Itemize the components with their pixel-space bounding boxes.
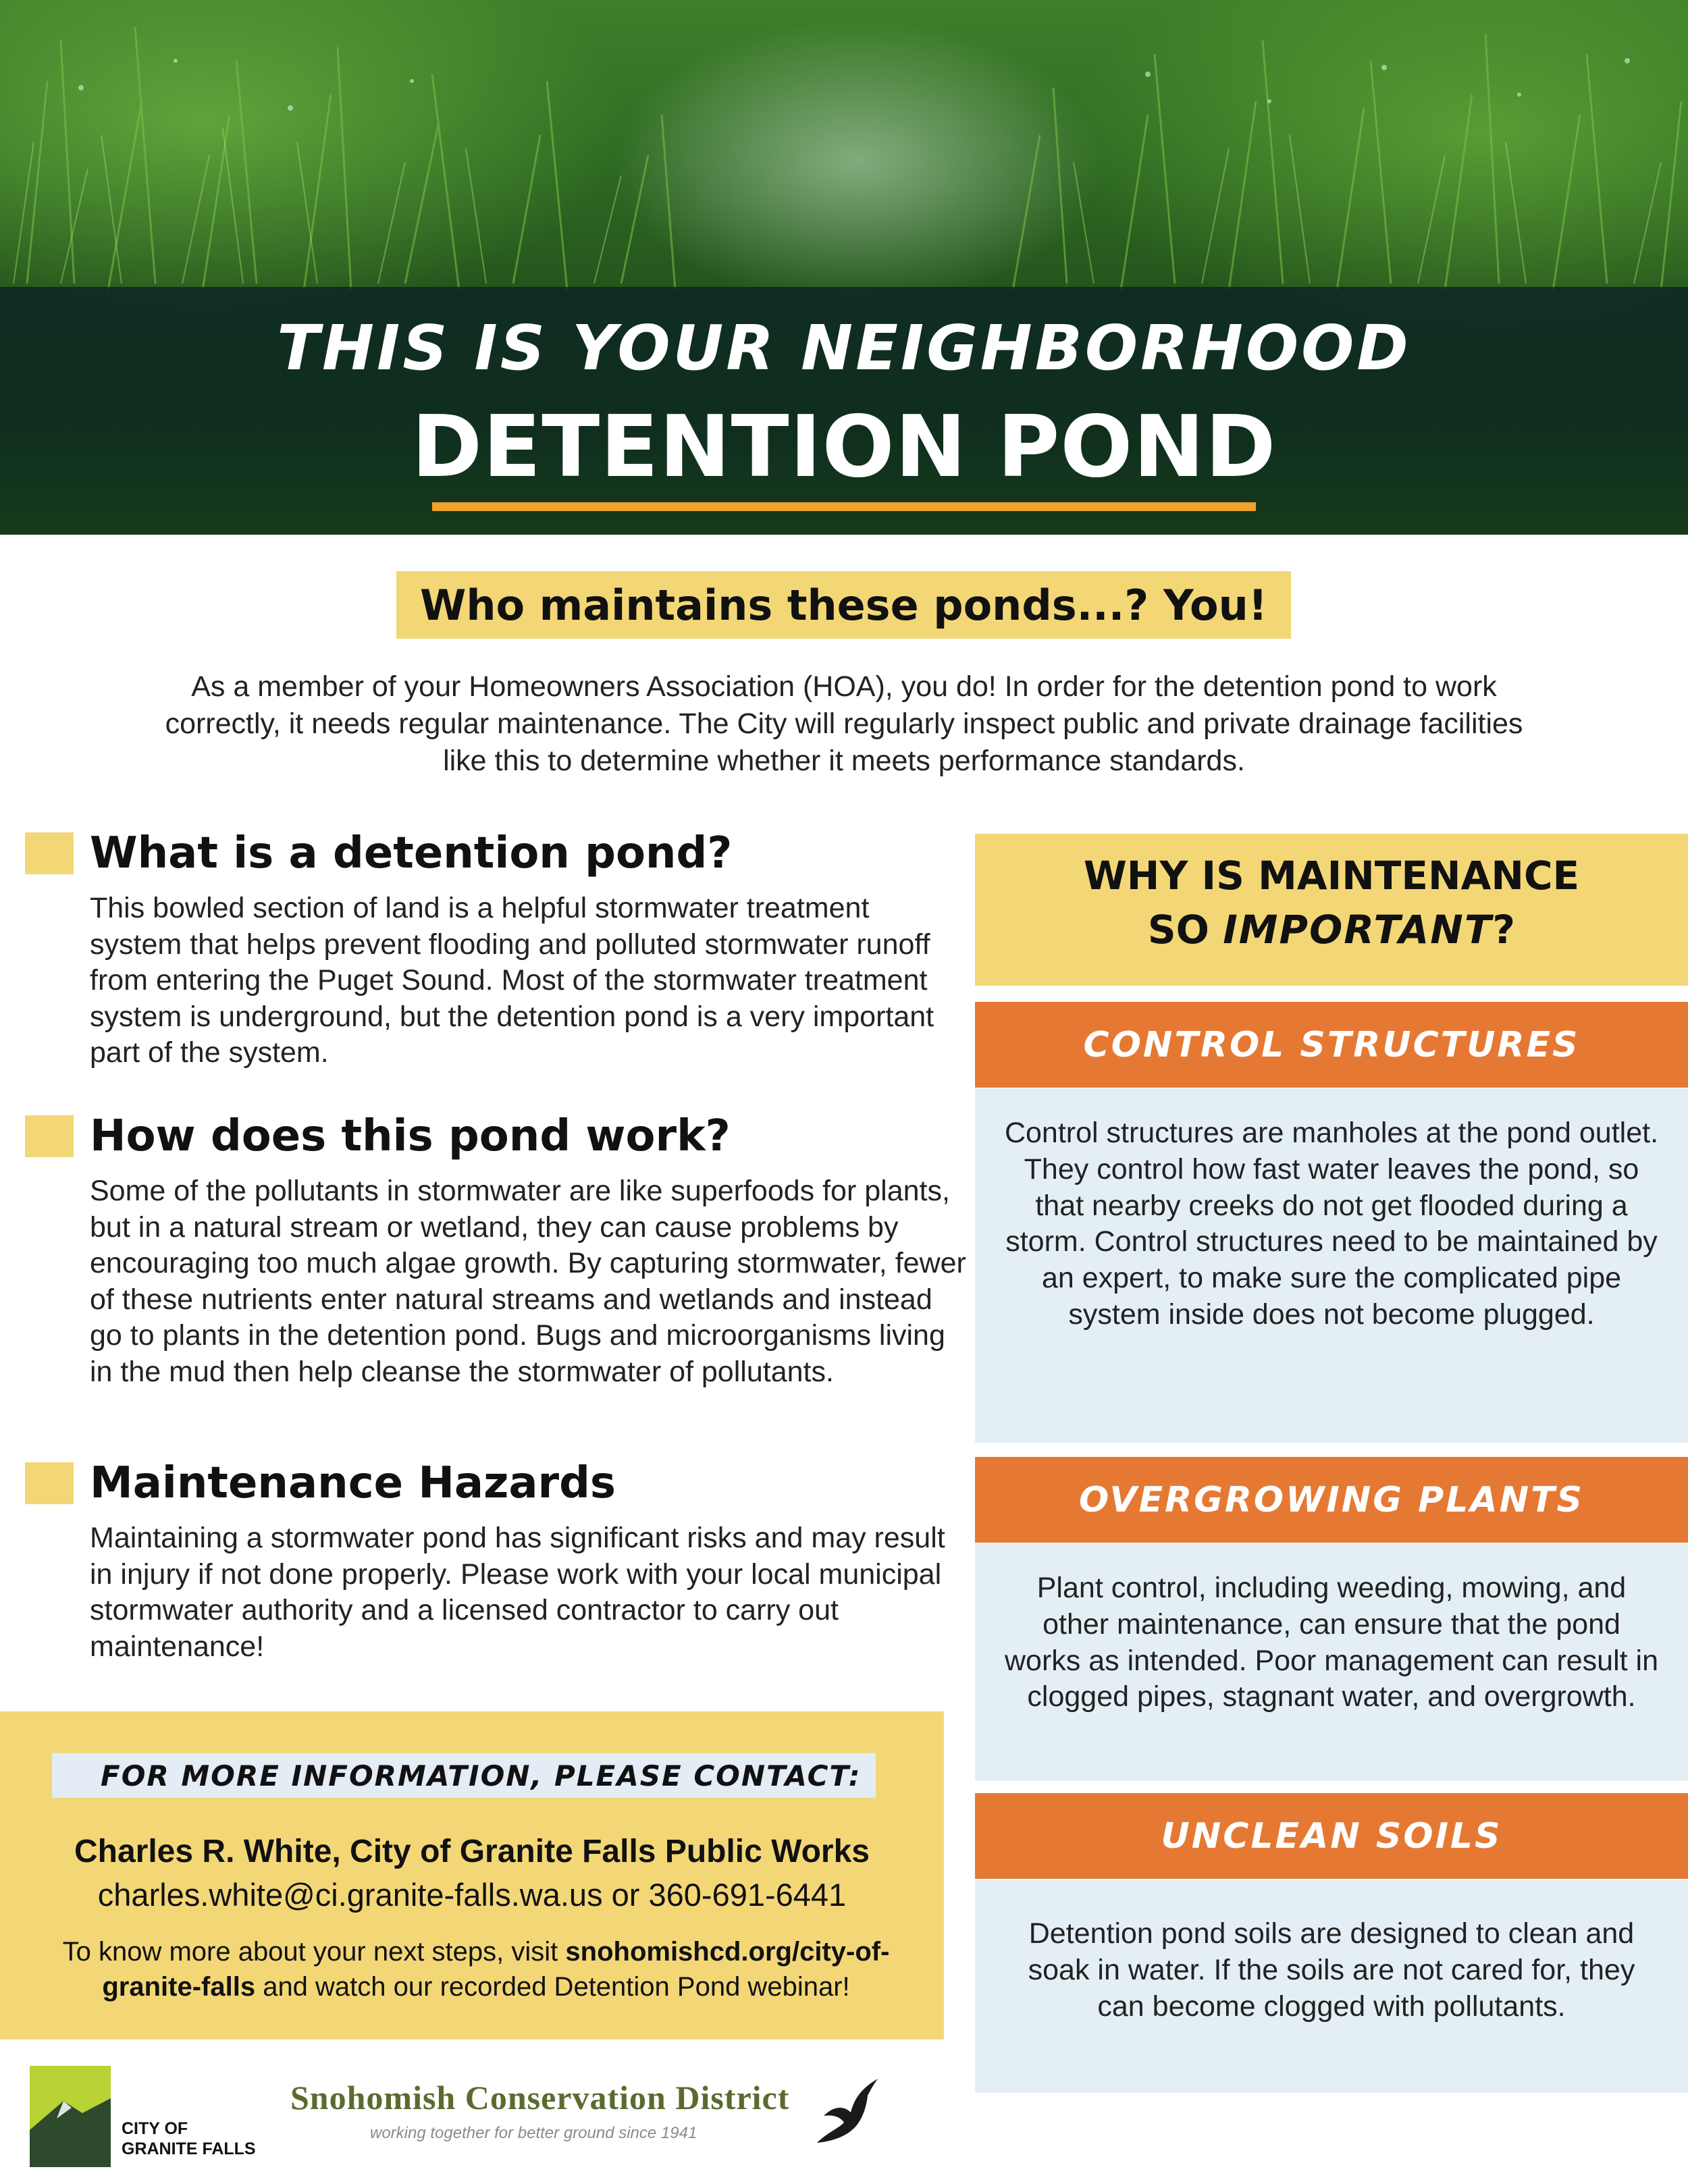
topic-body: Detention pond soils are designed to clean and soak in water. If the soils are not cared for, they can become clogged with pollutants. [1028, 1917, 1635, 2023]
topic-heading: UNCLEAN SOILS [1161, 1815, 1502, 1857]
hero-underline [432, 502, 1256, 511]
why-line2-prefix: SO [1147, 907, 1223, 953]
contact-panel [0, 1711, 944, 2040]
contact-label-bar [52, 1753, 876, 1798]
contact-or: or [602, 1877, 649, 1913]
why-line2-emphasis: IMPORTANT [1223, 907, 1493, 953]
who-maintains-heading: Who maintains these ponds...? You! [419, 580, 1268, 630]
city-line1: CITY OF [122, 2119, 188, 2138]
topic-header-control [975, 1002, 1688, 1088]
who-maintains-banner [396, 571, 1291, 639]
topic-heading: CONTROL STRUCTURES [1083, 1024, 1580, 1065]
why-line2-suffix: ? [1492, 907, 1516, 953]
topic-body: Plant control, including weeding, mowing, and other maintenance, can ensure that the pond works as intended. Poor management can result in clogged pipes, stagnant water, and overgrowth. [1004, 1572, 1659, 1713]
hero-kicker: THIS IS YOUR NEIGHBORHOOD [277, 312, 1411, 384]
section-marker [25, 1115, 74, 1157]
topic-body: Control structures are manholes at the pond outlet. They control how fast water leaves the pond, so that nearby creeks do not get flooded during a storm. Control structures need to be maintained by an expert, to make sure the complicated pipe system inside does not become plugged. [1004, 1117, 1659, 1331]
why-line1: WHY IS MAINTENANCE [1083, 853, 1580, 899]
granite-falls-logo-text [122, 2119, 256, 2159]
why-line2 [975, 907, 1688, 953]
section-marker [25, 832, 74, 874]
why-maintenance-box [975, 834, 1688, 986]
topic-body-plants [975, 1543, 1688, 1781]
topic-header-soils [975, 1793, 1688, 1879]
contact-email[interactable]: charles.white@ci.granite-falls.wa.us [97, 1877, 603, 1913]
section-heading: Maintenance Hazards [90, 1458, 616, 1508]
topic-header-plants [975, 1457, 1688, 1543]
contact-name: Charles R. White, City of Granite Falls Public Works [74, 1834, 870, 1869]
section-heading: What is a detention pond? [90, 828, 733, 878]
eagle-icon [814, 2075, 881, 2150]
contact-visit-text [41, 1934, 912, 2004]
visit-after: and watch our recorded Detention Pond webinar! [255, 1972, 850, 2002]
contact-phone[interactable]: 360-691-6441 [648, 1877, 847, 1913]
topic-heading: OVERGROWING PLANTS [1078, 1479, 1585, 1520]
contact-label: FOR MORE INFORMATION, PLEASE CONTACT: [101, 1759, 862, 1792]
section-marker [25, 1462, 74, 1504]
section-heading: How does this pond work? [90, 1111, 731, 1161]
section-body: Some of the pollutants in stormwater are like superfoods for plants, but in a natural stream or wetland, they can cause problems by encouraging too much algae growth. By capturing stormwater, fewer of these nutrients enter natural streams and wetlands and instead go to plants in the detention pond. Bugs and microorganisms living in the mud then help cleanse the stormwater of pollutants. [90, 1175, 966, 1388]
visit-before: To know more about your next steps, visit [62, 1937, 566, 1967]
topic-body-soils [975, 1880, 1688, 2093]
topic-body-control [975, 1088, 1688, 1443]
city-line2: GRANITE FALLS [122, 2139, 256, 2158]
section-body: Maintaining a stormwater pond has significant risks and may result in injury if not done properly. Please work with your local municipal stormwater authority and a licensed contractor to carry out maintenance! [90, 1522, 945, 1663]
contact-details [0, 1876, 944, 1913]
hero-title: DETENTION POND [411, 397, 1277, 496]
district-tagline: working together for better ground since 1941 [370, 2124, 697, 2142]
intro-paragraph: As a member of your Homeowners Association (HOA), you do! In order for the detention pond to work correctly, it needs regular maintenance. The City will regularly inspect public and private drainage facilities like this to determine whether it meets performance standards. [165, 670, 1523, 777]
district-name: Snohomish Conservation District [290, 2079, 790, 2116]
hero-banner [0, 0, 1688, 535]
visit-link[interactable]: snohomishcd.org/city-of-granite-falls [102, 1937, 890, 2002]
section-body: This bowled section of land is a helpful stormwater treatment system that helps prevent flooding and polluted stormwater runoff from entering the Puget Sound. Most of the stormwater treatment system is underground, but the detention pond is a very important part of the system. [90, 892, 934, 1069]
